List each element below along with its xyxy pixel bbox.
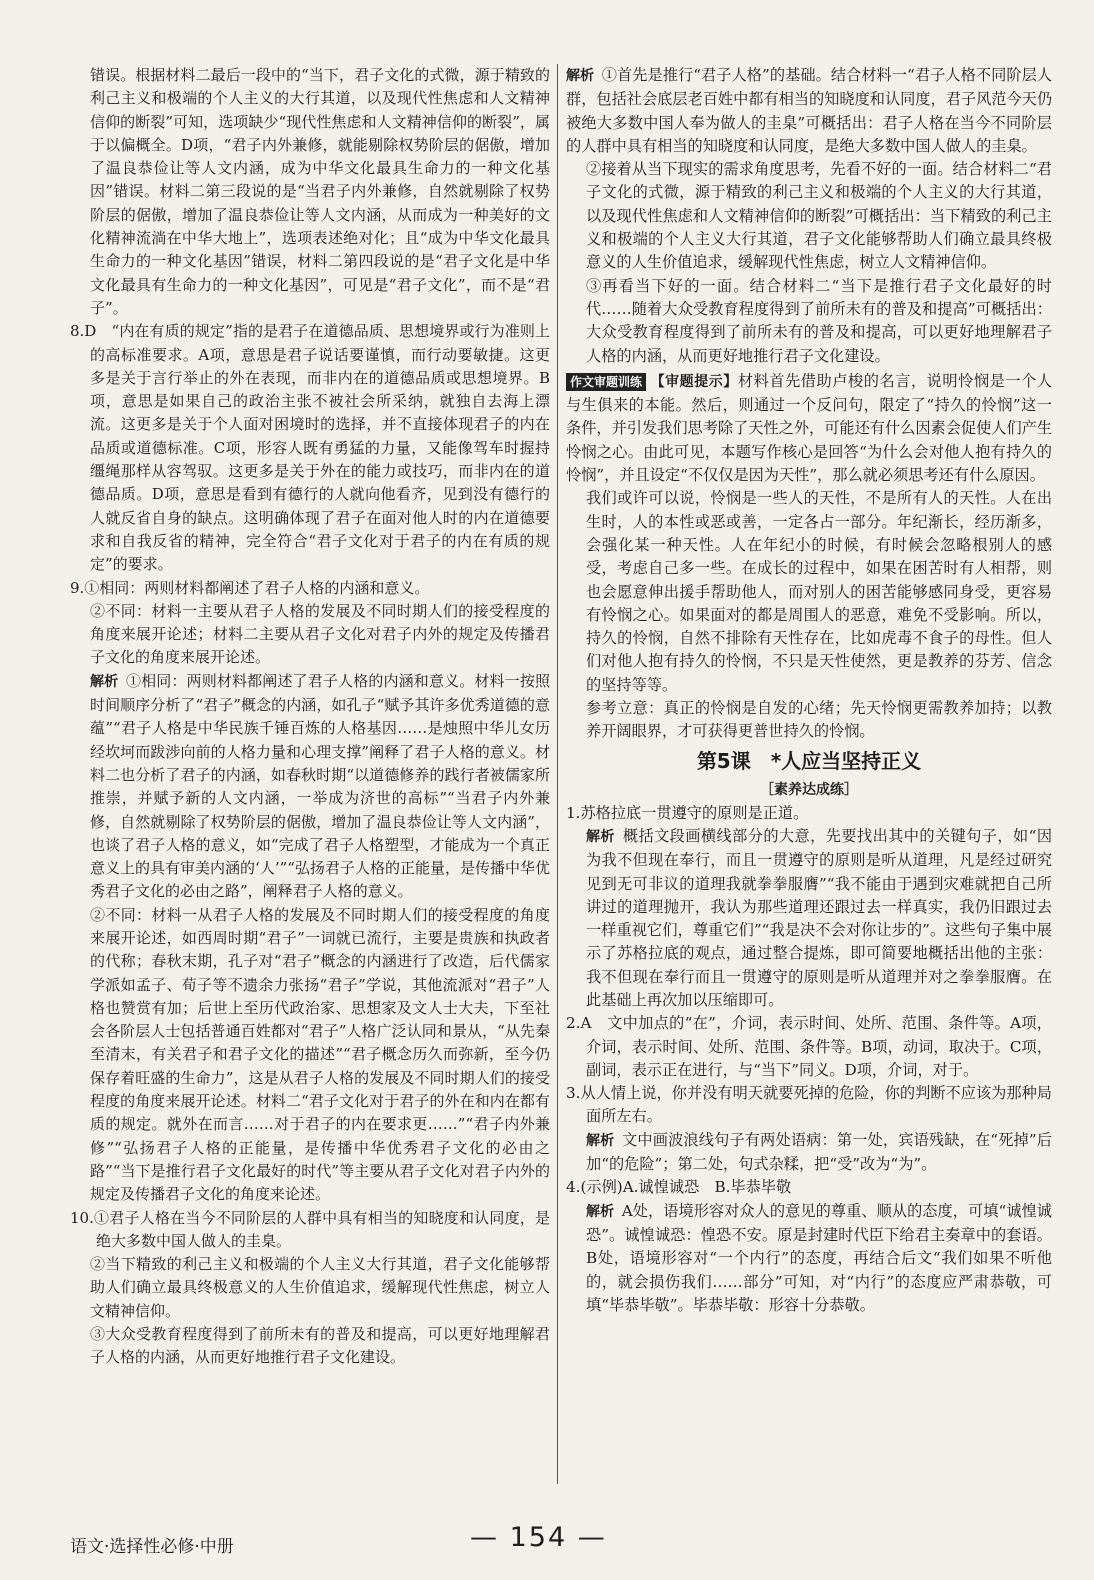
paragraph-text: 9.①相同：两则材料都阐述了君子人格的内涵和意义。 [70,578,430,597]
lesson-title: 第5课 *人应当坚持正义 [696,748,922,773]
column-divider [557,64,558,1484]
paragraph-text: 错误。根据材料二最后一段中的“当下，君子文化的式微，源于精致的利己主义和极端的个人主义的大行其道，以及现代性焦虑和人文精神信仰的断裂”可知，选项缺少“现代性焦虑和人文精神信仰的断裂”，属于以偏概全。D项，“君子内外兼修，就能剔除权势阶层的倨傲，增加了温良恭俭让等人文内涵，成为中华文化最具生命力的一种文化基因”错误。材料二第三段说的是“当君子内外兼修，自然就剔除了权势阶层的倨傲，增加了温良恭俭让等人文内涵，从而成为一种美好的文化精神流淌在中华大地上”，选项表述绝对化；且“成为中华文化最具生命力的一种文化基因”错误，材料二第四段说的是“君子文化是中华文化最具有生命力的一种文化基因”，可见是“君子文化”，而不是“君子”。 [90,66,550,317]
paragraph [566,158,1052,274]
paragraph-text: 2.A 文中加点的“在”，介词，表示时间、处所、范围、条件等。A项，介词，表示时间、处所、范围、条件等。B项，动词，取决于。C项，副词，表示正在进行，与“当下”同义。D项，介词，对于。 [566,1014,1052,1079]
paragraph [70,1323,550,1370]
paragraph [566,1082,1052,1129]
analysis-label: 解析 [566,68,595,84]
paragraph-text: 10.①君子人格在当今不同阶层的人群中具有相当的知晓度和认同度，是绝大多数中国人做人的圭臬。 [70,1208,550,1250]
paragraph [566,802,1052,825]
paragraph [70,320,550,576]
paragraph [70,670,550,904]
paragraph-text: A处，语境形容对众人的意见的尊重、顺从的态度，可填“诚惶诚恐”。诚惶诚恐：惶恐不安。原是封建时代臣下给君主奏章中的套语。B处，语境形容对“一个内行”的态度，再结合后文“我们如果不听他的，就会损伤我们……部分”可知，对“内行”的态度应严肃恭敬，可填“毕恭毕敬”。毕恭毕敬：形容十分恭敬。 [586,1201,1052,1314]
paragraph [70,1253,550,1323]
analysis-label: 解析 [90,673,119,690]
paragraph-text: ②当下精致的利己主义和极端的个人主义大行其道，君子文化能够帮助人们确立最具终极意义的人生价值追求，缓解现代性焦虑，树立人文精神信仰。 [90,1255,550,1320]
paragraph [70,64,550,320]
sub-title: ［素养达成练］ [760,781,858,798]
paragraph [566,64,1052,158]
paragraph-text: ③大众受教育程度得到了前所未有的普及和提高，可以更好地理解君子人格的内涵，从而更好地推行君子文化建设。 [90,1325,550,1367]
paragraph [566,275,1052,368]
right-column [566,64,1052,1317]
paragraph-text: ②不同：材料一从君子人格的发展及不同时期人们的接受程度的角度来展开论述，如西周时期“君子”一词就已流行，主要是贵族和执政者的代称；春秋末期，孔子对“君子”概念的内涵进行了改造，后代儒家学派如孟子、荀子等不遗余力张扬“君子”学说，其他流派对“君子”人格也赞赏有加；后世上至历代政治家、思想家及文人士大夫，下至社会各阶层人士包括普通百姓都对“君子”人格广泛认同和景从，“从先秦至清末，有关君子和君子文化的描述”“君子概念历久而弥新，至今仍保存着旺盛的生命力”，这是从君子人格的发展及不同时期人们的接受程度的角度来展开论述。材料二“君子文化对于君子的外在和内在都有质的规定。就外在而言……对于君子的内在要求更……”“君子内外兼修”“弘扬君子人格的正能量，是传播中华优秀君子文化的必由之路”“当下是推行君子文化最好的时代”等主要从君子文化对君子内外的规定及传播君子文化的角度来论述。 [90,905,550,1204]
paragraph [566,1012,1052,1082]
hint-label: 【审题提示】 [650,373,738,390]
footer-subject: 语文·选择性必修·中册 [70,1537,234,1557]
paragraph-text: 1.苏格拉底一贯遵守的原则是正道。 [566,803,809,822]
hint-text: 材料首先借助卢梭的名言，说明怜悯是一个人与生俱来的本能。然后，则通过一个反问句，限定了“持久的怜悯”这一条件，并引发我们思考除了天性之外，可能还有什么因素会促使人们产生怜悯之心。由此可见，本题写作核心是回答“为什么会对他人抱有持久的怜悯”，并且设定“不仅仅是因为天性”，那么就必须思考还有什么原因。 [566,371,1053,485]
hint-paragraph: 参考立意：真正的怜悯是自发的心绪；先天怜悯更需教养加持；以教养开阔眼界，才可获得更普世持久的怜悯。 [586,699,1052,741]
right-bottom-section [566,802,1052,1318]
paragraph-text: 3.从人情上说，你并没有明天就要死掉的危险，你的判断不应该为那种局面所左右。 [566,1084,1052,1126]
page-number: — 154 — [470,1522,607,1553]
paragraph [566,1129,1052,1177]
paragraph-text: 文中画波浪线句子有两处语病：第一处，宾语残缺，在“死掉”后加“的危险”；第二处，句式杂糅，把“受”改为“为”。 [586,1130,1052,1174]
paragraph [566,1176,1052,1199]
paragraph-text: ②接着从当下现实的需求角度思考，先看不好的一面。结合材料二“君子文化的式微，源于精致的利己主义和极端的个人主义的大行其道，以及现代性焦虑和人文精神信仰的断裂”可概括出：当下精致的利己主义和极端的个人主义大行其道，君子文化能够帮助人们确立最具终极意义的人生价值追求，缓解现代性焦虑，树立人文精神信仰。 [586,160,1052,272]
left-column [70,64,550,1370]
hint-paragraph: 我们或许可以说，怜悯是一些人的天性，不是所有人的天性。人在出生时，人的本性或恶或善，一定各占一部分。年纪渐长，经历渐多，会强化某一种天性。人在年纪小的时候，有时候会忽略根别人的感受，考虑自己多一些。在成长的过程中，如果在困苦时有人相帮，则也会愿意伸出援手帮助他人，而对别人的困苦能够感同身受，更容易有怜悯之心。如果面对的都是周围人的恶意，难免不受影响。所以，持久的怜悯，自然不排除有天性存在，比如虎毒不食子的母性。但人们对他人抱有持久的怜悯，不只是天性使然，更是教养的芬芳、信念的坚持等等。 [586,489,1052,694]
paragraph-text: ②不同：材料一主要从君子人格的发展及不同时期人们的接受程度的角度来展开论述；材料二主要从君子文化对君子内外的规定及传播君子文化的角度来展开论述。 [90,601,550,667]
paragraph-text: ①首先是推行“君子人格”的基础。结合材料一“君子人格不同阶层人群，包括社会底层老百姓中都有相当的知晓度和认同度，君子风范今天仍被绝大多数中国人奉为做人的圭臬”可概括出：君子人格在当今不同阶层的人群中具有相当的知晓度和认同度，是绝大多数中国人做人的圭臬。 [566,66,1053,155]
paragraph-text: 概括文段画横线部分的大意，先要找出其中的关键句子，如“因为我不但现在奉行，而且一贯遵守的原则是听从道理，凡是经过研究见到无可非议的道理我就拳拳服膺”“我不能由于遇到灾难就把自己所讲过的道理抛开，我认为那些道理还跟过去一样真实，我仍旧跟过去一样重视它们，尊重它们”“我是决不会对你让步的”。这些句子集中展示了苏格拉底的观点，通过整合提炼，即可简要地概括出他的主张：我不但现在奉行而且一贯遵守的原则是听从道理并对之拳拳服膺。在此基础上再次加以压缩即可。 [586,826,1053,1009]
right-top-section [566,64,1052,368]
paragraph-text: 4.(示例)A.诚惶诚恐 B.毕恭毕敬 [566,1178,792,1197]
analysis-label: 解析 [586,1132,615,1149]
paragraph-text: ③再看当下好的一面。结合材料二“当下是推行君子文化最好的时代……随着大众受教育程度得到了前所未有的普及和提高”可概括出：大众受教育程度得到了前所未有的普及和提高，可以更好地理解君子人格的内涵，从而更好地推行君子文化建设。 [586,276,1052,365]
paragraph [70,1207,550,1254]
paragraph [70,600,550,670]
paragraph-text: ①相同：两则材料都阐述了君子人格的内涵和意义。材料一按照时间顺序分析了“君子”概念的内涵，如孔子“赋予其许多优秀道德的意蕴”“君子人格是中华民族千锤百炼的人格基因……是烛照中华儿女历经坎坷而跋涉向前的人格力量和心理支撑”阐释了君子人格的意义。材料二也分析了君子的内涵，如春秋时期“以道德修养的践行者被儒家所推崇，并赋予新的人文内涵，一举成为济世的高标”“当君子内外兼修，自然就剔除了权势阶层的倨傲，增加了温良恭俭让等人文内涵”，也谈了君子人格的意义，如“完成了君子人格塑型，才能成为一个真正意义上的具有审美内涵的‘人’”“弘扬君子人格的正能量，是传播中华优秀君子文化的必由之路”，阐释君子人格的意义。 [90,671,551,901]
paragraph [566,825,1052,1012]
paragraph [70,904,550,1207]
paragraph [70,577,550,600]
paragraph [566,1200,1052,1317]
analysis-label: 解析 [586,1203,615,1220]
paragraph-text: 8.D “内在有质的规定”指的是君子在道德品质、思想境界或行为准则上的高标准要求。A项，意思是君子说话要谨慎，而行动要敏捷。这更多是关于言行举止的外在表现，而非内在的道德品质或思想境界。B项，意思是如果自己的政治主张不被社会所采纳，就独自去海上漂流。这更多是关于个人面对困境时的选择，并不直接体现君子的内在品质或道德标准。C项，形容人既有勇猛的力量，又能像驾车时握持缰绳那样从容驾驭。这更多是关于外在的能力或技巧，而非内在的道德品质。D项，意思是看到有德行的人就向他看齐，见到没有德行的人就反省自身的缺点。这明确体现了君子在面对他人时的内在道德要求和自我反省的精神，完全符合“君子文化对于君子的内在有质的规定”的要求。 [70,322,550,574]
writing-hint-paragraph [566,370,1052,487]
section-tag: 作文审题训练 [566,373,646,391]
analysis-label: 解析 [586,828,615,845]
